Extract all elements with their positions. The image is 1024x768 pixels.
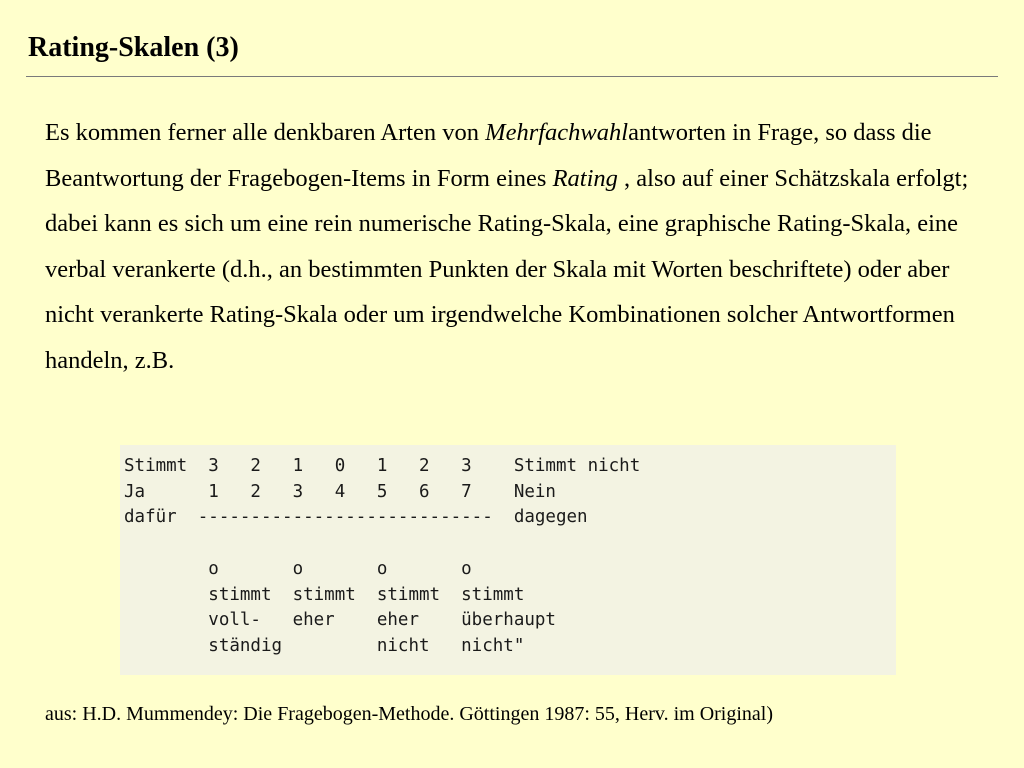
- paragraph-text-1: Es kommen ferner alle denkbaren Arten von: [45, 119, 486, 146]
- paragraph-italic-rating: Rating: [552, 164, 618, 192]
- source-citation: aus: H.D. Mummendey: Die Fragebogen-Methode. Göttingen 1987: 55, Herv. im Original): [45, 703, 774, 725]
- example-scale-text: [124, 454, 640, 660]
- example-line: ständig nicht nicht": [124, 635, 525, 656]
- title-divider: [26, 76, 998, 77]
- example-line: Ja 1 2 3 4 5 6 7 Nein: [124, 481, 556, 502]
- example-line: dafür ---------------------------- dagegen: [124, 507, 588, 528]
- paragraph-italic-mehrfachwahl: Mehrfachwahl: [485, 119, 629, 146]
- slide-title: Rating-Skalen (3): [28, 32, 239, 63]
- rating-scale-example: [120, 445, 896, 675]
- example-line: o o o o: [124, 558, 472, 579]
- body-paragraph: [45, 110, 985, 383]
- example-line: voll- eher eher überhaupt: [124, 610, 556, 631]
- paragraph-text-3: , also auf einer Schätzskala erfolgt; dabei kann es sich um eine rein numerische Rating-Skala, eine graphische Rating-Skala, eine verbal verankerte (d.h., an bestimmten Punkten der Skala mit Worten beschriftete) oder aber nicht verankerte Rating-Skala oder um irgendwelche Kombinationen solcher Antwortformen handeln, z.B.: [45, 164, 969, 374]
- paragraph-text-2: antworten in Frage, so dass die Beantwortung der Fragebogen-Items in Form eines: [45, 119, 932, 192]
- example-line: stimmt stimmt stimmt stimmt: [124, 584, 525, 605]
- example-line: Stimmt 3 2 1 0 1 2 3 Stimmt nicht: [124, 456, 641, 476]
